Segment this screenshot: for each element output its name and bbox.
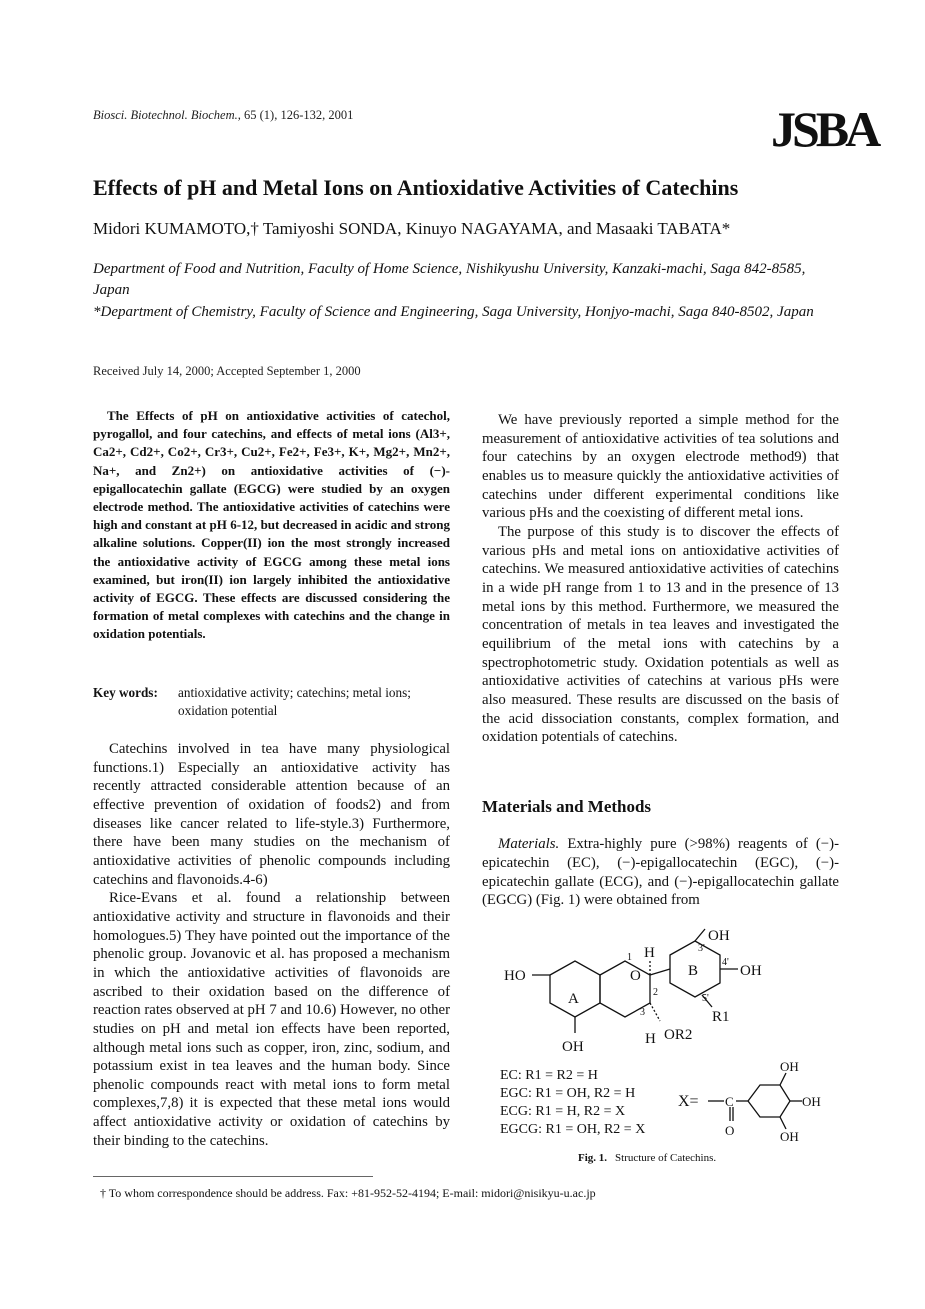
gallate-ring [748, 1085, 790, 1117]
label-oh-g1: OH [780, 1059, 799, 1074]
keywords-text: antioxidative activity; catechins; metal ions; oxidation potential [178, 685, 411, 718]
legend-ec: EC: R1 = R2 = H [500, 1068, 598, 1083]
materials-paragraph [482, 835, 839, 910]
label-h-bottom: H [645, 1031, 656, 1047]
materials-label: Materials. [498, 836, 560, 852]
figure-caption-text: Structure of Catechins. [615, 1152, 717, 1164]
label-pos-3p: 3' [698, 943, 705, 954]
jsba-logo: JSBA [771, 101, 878, 157]
label-ho: HO [504, 968, 526, 984]
label-pos-5p: 5' [702, 993, 709, 1004]
figure-caption [578, 1152, 716, 1164]
label-ring-a: A [568, 991, 579, 1007]
label-oh-3p: OH [708, 928, 730, 944]
journal-volume: 65 (1), 126-132, 2001 [244, 108, 354, 122]
label-x-eq: X= [678, 1093, 699, 1110]
legend-egc: EGC: R1 = OH, R2 = H [500, 1086, 636, 1101]
figure-label: Fig. 1. [578, 1152, 608, 1164]
label-h-top: H [644, 945, 655, 961]
label-pos-4p: 4' [722, 957, 729, 968]
keywords-label: Key words: [93, 685, 158, 700]
right-column [482, 411, 839, 747]
author-list: Midori KUMAMOTO,† Tamiyoshi SONDA, Kinuyo NAGAYAMA, and Masaaki TABATA* [93, 219, 731, 238]
label-pos-2: 2 [653, 987, 658, 998]
label-oh-g2: OH [802, 1094, 821, 1109]
footnote: † To whom correspondence should be address. Fax: +81-952-52-4194; E-mail: midori@nisikyu-u.ac.jp [100, 1186, 596, 1200]
label-pos-1: 1 [627, 952, 632, 963]
materials-text: Extra-highly pure (>98%) reagents of (−)-epicatechin (EC), (−)-epigallocatechin (EGC), (−)-epicatechin gallate (ECG), and (−)-epigallocatechin gallate (EGCG) (Fig. 1) were obtained from [482, 836, 839, 909]
label-oh-4p: OH [740, 963, 762, 979]
label-ring-b: B [688, 963, 699, 979]
legend-ecg: ECG: R1 = H, R2 = X [500, 1104, 626, 1119]
catechin-structure-figure [490, 925, 840, 1165]
paragraph: Rice-Evans et al. found a relationship between antioxidative activity and structure in flavonoids and their homologues.5) They have pointed out the importance of the phenolic group. Jovanovic et al. has proposed a mechanism in which the antioxidative activities of flavonoids are ascribed to their oxidation based on the difference of reaction rates observed at pH 7 and 10.6) However, no other studies on pH and metal ion effects have been reported, although metal ions such as copper, iron, zinc, sodium, and potassium exist in tea leaves and the human body. Since phenolic compounds react with metal ions to form metal complexes,7,8) it is expected that these metal ions would affect antioxidative activity or oxidation of catechins by their binding to the catechins. [93, 890, 450, 1149]
journal-name: Biosci. Biotechnol. Biochem., [93, 108, 241, 122]
affiliation-2: *Department of Chemistry, Faculty of Science and Engineering, Saga University, Honjyo-machi, Saga 840-8502, Japan [93, 304, 814, 320]
label-o-dbl: O [725, 1123, 735, 1138]
paragraph: We have previously reported a simple method for the measurement of antioxidative activities of tea solutions and four catechins by an oxygen electrode method9) that enables us to measure quickly the antioxidative activities of catechins under different experimental conditions like various pHs and the coexisting of different metal ions. [482, 412, 839, 522]
legend-egcg: EGCG: R1 = OH, R2 = X [500, 1122, 646, 1137]
footnote-divider [93, 1176, 373, 1177]
received-date: Received July 14, 2000; Accepted September 1, 2000 [93, 364, 361, 378]
paragraph: Catechins involved in tea have many physiological functions.1) Especially an antioxidative activity has recently attracted considerable attention because of an effective prevention of oxidation of foods2) and from diseases like cancer related to life-style.3) Furthermore, there have been many studies on the mechanism of antioxidative activities of phenolic compounds including catechins and flavonoids.4-6) [93, 741, 450, 888]
label-c: C [725, 1094, 734, 1109]
left-column [93, 740, 450, 1150]
section-heading: Materials and Methods [482, 797, 652, 816]
label-or2: OR2 [664, 1027, 693, 1043]
label-oh-bottom: OH [562, 1039, 584, 1055]
ring-a [550, 961, 600, 1017]
label-o: O [630, 968, 641, 984]
journal-citation [93, 108, 353, 123]
paragraph: The purpose of this study is to discover the effects of various pHs and metal ions on antioxidative activities of catechins. We measured antioxidative activities of catechins in a wide pH range from 1 to 13 and in the presence of 13 metal ions by this method. Furthermore, we measured the concentration of metals in tea leaves and investigated the equilibrium of the metal ions with catechins by a spectrophotometric study. Oxidation potentials as well as antioxidative activities of catechins at various pHs were also measured. These results are discussed on the basis of the acid dissociation constants, complex formation, and oxidation potentials of catechins. [482, 523, 839, 746]
keywords [93, 684, 450, 720]
label-pos-3: 3 [640, 1007, 645, 1018]
label-oh-g3: OH [780, 1129, 799, 1144]
label-r1: R1 [712, 1009, 730, 1025]
affiliation-1: Department of Food and Nutrition, Faculty of Home Science, Nishikyushu University, Kanzaki-machi, Saga 842-8585, Japan [93, 261, 806, 298]
article-title: Effects of pH and Metal Ions on Antioxidative Activities of Catechins [93, 175, 739, 200]
abstract: The Effects of pH on antioxidative activities of catechol, pyrogallol, and four catechins, and effects of metal ions (Al3+, Ca2+, Cd2+, Co2+, Cr3+, Cu2+, Fe2+, Fe3+, K+, Mg2+, Mn2+, Na+, and Zn2+) on antioxidative activities of (−)-epigallocatechin gallate (EGCG) were studied by an oxygen electrode method. The antioxidative activities of catechins were high and constant at pH 6-12, but decreased in acidic and strong alkaline solutions. Copper(II) ion the most strongly increased the antioxidative activity of EGCG among these metal ions examined, but iron(II) ion largely inhibited the antioxidative activity of EGCG. These effects are discussed considering the formation of metal complexes with catechins and the change in oxidation potentials. [93, 408, 450, 642]
